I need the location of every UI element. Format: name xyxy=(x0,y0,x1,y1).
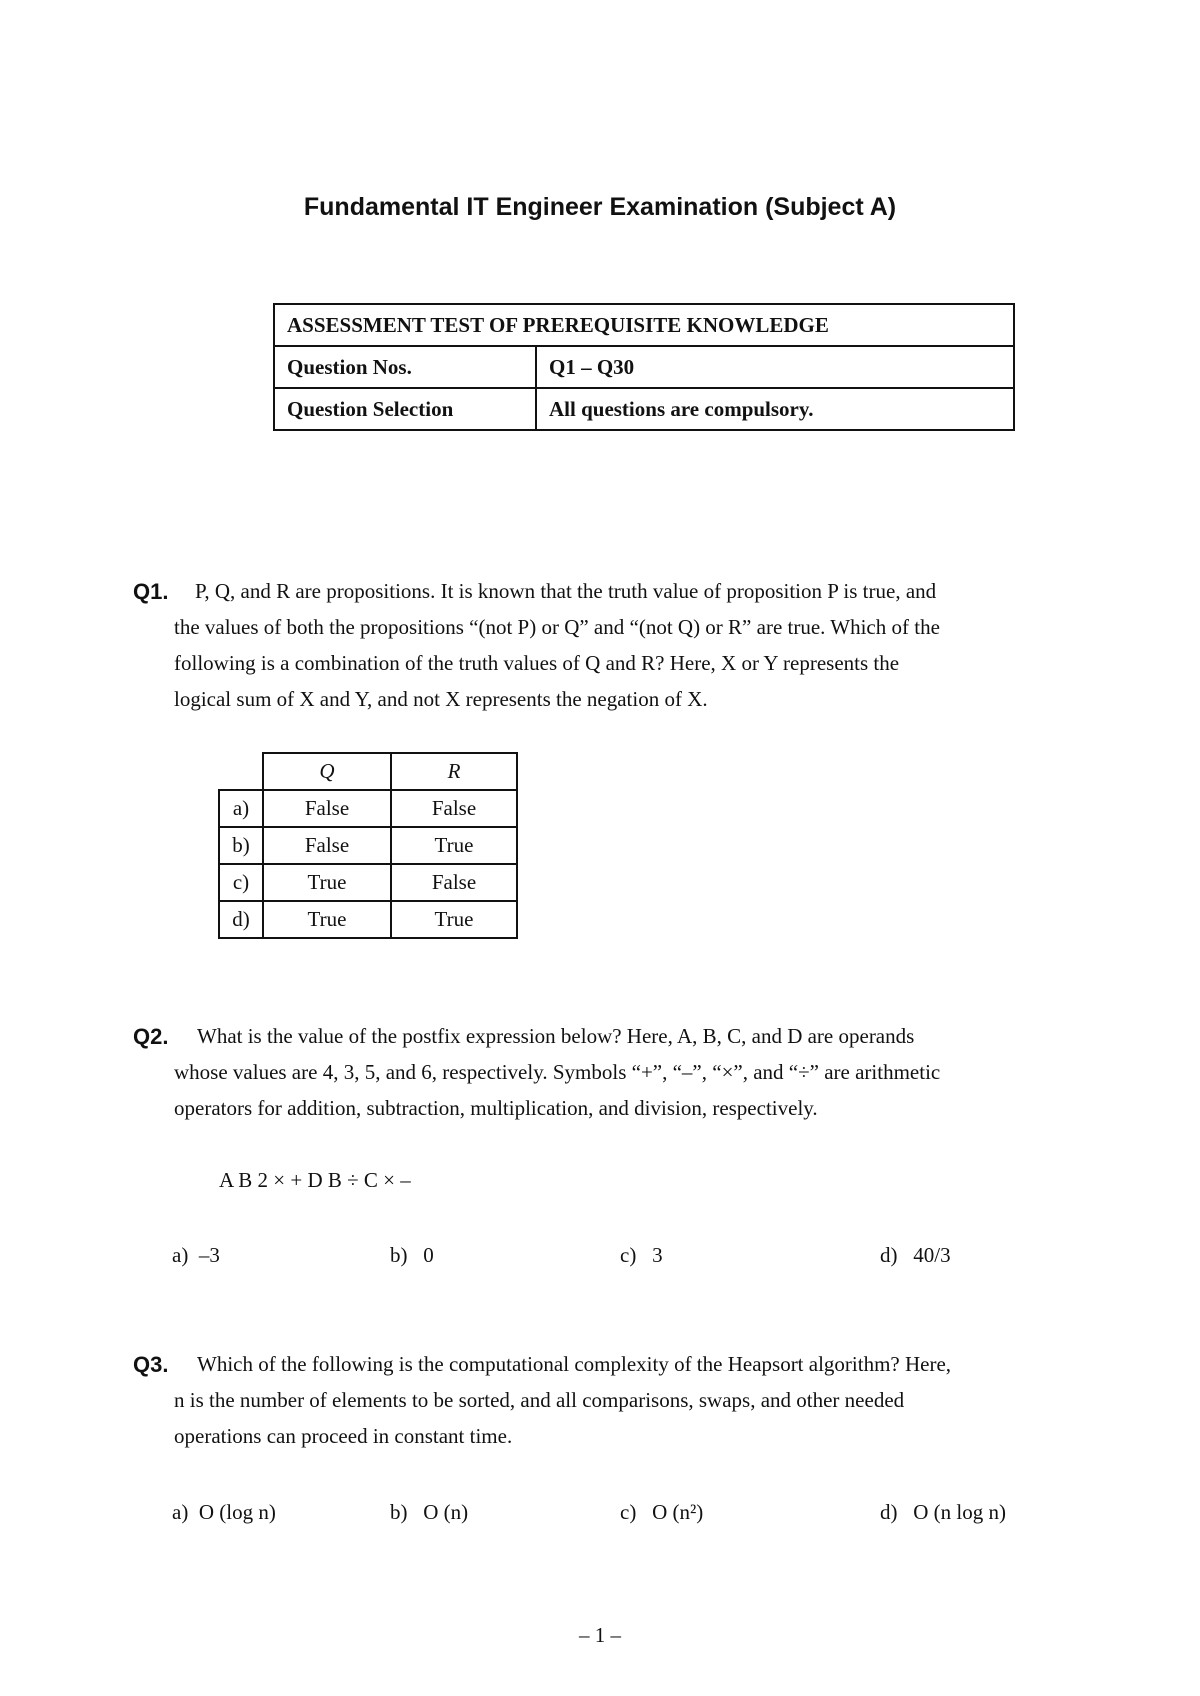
table-row xyxy=(219,864,517,901)
q1-number: Q1. xyxy=(133,579,169,604)
question-nos-value: Q1 – Q30 xyxy=(536,346,1014,388)
q3-option-d xyxy=(880,1500,1006,1525)
q1-line-3: following is a combination of the truth values of Q and R? Here, X or Y represents the xyxy=(174,651,900,675)
option-label: c) xyxy=(620,1500,637,1524)
option-label: b) xyxy=(390,1500,408,1524)
table-row xyxy=(219,827,517,864)
option-label: b) xyxy=(390,1243,408,1267)
q2-option-d xyxy=(880,1243,951,1268)
option-value: O (n log n) xyxy=(913,1500,1006,1524)
q1-row-r: True xyxy=(391,901,517,938)
q3-option-b xyxy=(390,1500,468,1525)
q1-row-label: d) xyxy=(219,901,263,938)
q2-line-3: operators for addition, subtraction, multiplication, and division, respectively. xyxy=(174,1096,818,1120)
page-number: – 1 – xyxy=(579,1623,621,1647)
q1-row-label: c) xyxy=(219,864,263,901)
page-title: Fundamental IT Engineer Examination (Subject A) xyxy=(303,193,897,221)
assessment-info-table xyxy=(273,303,1015,431)
assessment-heading: ASSESSMENT TEST OF PREREQUISITE KNOWLEDGE xyxy=(274,304,1014,346)
question-selection-value: All questions are compulsory. xyxy=(536,388,1014,430)
q1-header-q: Q xyxy=(263,753,391,790)
option-value: O (n) xyxy=(423,1500,469,1524)
q1-row-r: True xyxy=(391,827,517,864)
q1-line-2: the values of both the propositions “(not P) or Q” and “(not Q) or R” are true. Which of the xyxy=(174,615,940,639)
q2-line-1: What is the value of the postfix expression below? Here, A, B, C, and D are operands xyxy=(197,1024,915,1048)
q2-option-b xyxy=(390,1243,434,1268)
q3-line-2: n is the number of elements to be sorted, and all comparisons, swaps, and other needed xyxy=(174,1388,905,1412)
table-row xyxy=(219,790,517,827)
q2-option-c xyxy=(620,1243,663,1268)
option-label: a) xyxy=(172,1500,189,1524)
q1-truth-table xyxy=(218,752,518,939)
question-nos-label: Question Nos. xyxy=(274,346,536,388)
q3-option-c xyxy=(620,1500,703,1525)
q1-row-q: False xyxy=(263,827,391,864)
q1-line-1: P, Q, and R are propositions. It is known that the truth value of proposition P is true, and xyxy=(195,579,937,603)
option-label: c) xyxy=(620,1243,637,1267)
option-value: 3 xyxy=(652,1243,663,1267)
q3-number: Q3. xyxy=(133,1352,169,1377)
option-label: a) xyxy=(172,1243,189,1267)
q1-header-r: R xyxy=(391,753,517,790)
option-value: –3 xyxy=(198,1243,220,1267)
option-label: d) xyxy=(880,1243,898,1267)
q2-number: Q2. xyxy=(133,1024,169,1049)
q3-line-3: operations can proceed in constant time. xyxy=(174,1424,513,1448)
q1-line-4: logical sum of X and Y, and not X represents the negation of X. xyxy=(174,687,708,711)
q1-row-r: False xyxy=(391,864,517,901)
option-label: d) xyxy=(880,1500,898,1524)
q1-row-label: b) xyxy=(219,827,263,864)
option-value: 40/3 xyxy=(913,1243,951,1267)
q3-option-a xyxy=(172,1500,276,1525)
table-row xyxy=(219,901,517,938)
option-value: O (n²) xyxy=(652,1500,704,1524)
q1-row-label: a) xyxy=(219,790,263,827)
q2-option-a xyxy=(172,1243,220,1268)
q2-expression: A B 2 × + D B ÷ C × – xyxy=(219,1168,411,1192)
q3-line-1: Which of the following is the computational complexity of the Heapsort algorithm? Here, xyxy=(197,1352,952,1376)
option-value: O (log n) xyxy=(198,1500,276,1524)
q1-row-r: False xyxy=(391,790,517,827)
q2-line-2: whose values are 4, 3, 5, and 6, respectively. Symbols “+”, “–”, “×”, and “÷” are arithmetic xyxy=(174,1060,941,1084)
option-value: 0 xyxy=(423,1243,434,1267)
question-selection-label: Question Selection xyxy=(274,388,536,430)
q1-row-q: True xyxy=(263,864,391,901)
q1-row-q: True xyxy=(263,901,391,938)
q1-row-q: False xyxy=(263,790,391,827)
